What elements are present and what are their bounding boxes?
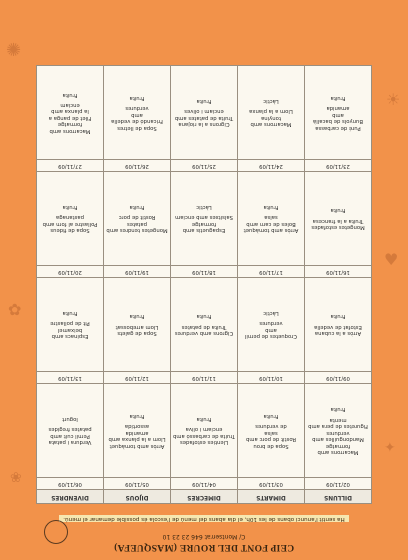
dessert-text: Fruita (129, 412, 145, 419)
meal-cell (37, 172, 104, 266)
date-cell: 10/11/09 (238, 372, 305, 384)
meal-cell (305, 384, 372, 478)
meal-row (37, 384, 372, 478)
meal-text: Puré de carbassa Bunyols de bacallà amb amanida (313, 105, 363, 131)
decor-star-icon: ✺ (6, 40, 22, 61)
meal-row (37, 172, 372, 266)
meal-cell (171, 66, 238, 160)
meal-cell (104, 66, 171, 160)
decor-heart-icon: ♥ (384, 250, 399, 269)
weekday-header: DIMARTS (238, 490, 305, 504)
meal-row (37, 66, 372, 160)
dessert-text: Fruita (62, 310, 78, 317)
meal-row (37, 278, 372, 372)
date-cell: 25/11/09 (171, 160, 238, 172)
meal-text: Sopa de galets Llom arrebossat (115, 323, 159, 337)
date-row (37, 372, 372, 384)
dessert-text: Làctic (263, 98, 279, 105)
dessert-text: Làctic (263, 310, 279, 317)
date-cell: 13/11/09 (37, 372, 104, 384)
meal-cell (104, 172, 171, 266)
dessert-text: Fruita (129, 94, 145, 101)
meal-text: Espinacs amb beixamel Pit de pollastre (50, 320, 90, 340)
date-cell: 16/11/09 (305, 266, 372, 278)
meal-text: Sopa de fideus Pollastre al forn amb pastanaga (42, 214, 98, 234)
meal-cell (104, 384, 171, 478)
dessert-text: Fruita (62, 204, 78, 211)
meal-text: Croquetes de pernil amb verdures (244, 320, 298, 340)
menu-body (37, 66, 372, 490)
menu-header (36, 506, 372, 554)
meal-text: Sopa de lletres Fricandó de vedella amb verdures (111, 105, 163, 131)
date-row (37, 266, 372, 278)
dessert-text: Fruita (196, 98, 212, 105)
meal-cell (37, 278, 104, 372)
decor-star-icon: ✦ (384, 440, 396, 456)
meal-text: Arròs amb tomàquet Boles de carn amb salsa (243, 214, 299, 234)
dessert-text: Fruita (330, 94, 346, 101)
meal-cell (238, 66, 305, 160)
date-row (37, 160, 372, 172)
school-name: CEIP FONT DEL ROURE (MASQUEFA) (113, 542, 295, 552)
dessert-text: Fruita (129, 313, 145, 320)
meal-text: Cigrons a la riojana Truita de patates amb enciam i olives (174, 108, 234, 128)
date-cell: 05/11/09 (104, 478, 171, 490)
meal-text: Cigrons amb verdures Truita de patates (174, 323, 234, 337)
dessert-text: Fruita (196, 313, 212, 320)
date-cell: 19/11/09 (104, 266, 171, 278)
decor-sun-icon: ☀ (386, 90, 401, 109)
dessert-text: Iogurt (62, 416, 78, 423)
weekday-header: DILLUNS (305, 490, 372, 504)
school-logo-icon (44, 520, 68, 544)
weekday-header: DIJOUS (104, 490, 171, 504)
dessert-text: Fruita (330, 406, 346, 413)
meal-text: Mongetes estofades Truita a la francesa (311, 217, 365, 231)
date-cell: 20/11/09 (37, 266, 104, 278)
meal-cell (305, 172, 372, 266)
date-cell: 18/11/09 (171, 266, 238, 278)
date-cell: 11/11/09 (171, 372, 238, 384)
date-cell: 06/11/09 (37, 478, 104, 490)
dessert-text: Fruita (129, 204, 145, 211)
date-cell: 12/11/09 (104, 372, 171, 384)
meal-cell (305, 278, 372, 372)
date-cell: 17/11/09 (238, 266, 305, 278)
dessert-text: Fruita (62, 91, 78, 98)
meal-cell (238, 384, 305, 478)
dessert-text: Fruita (263, 412, 279, 419)
meal-cell (104, 278, 171, 372)
meal-cell (171, 172, 238, 266)
dessert-text: Fruita (330, 207, 346, 214)
meal-text: Verdura i patata Pernil cuit amb patates fregides (48, 426, 92, 446)
weekday-header: DIVENDRES (37, 490, 104, 504)
date-cell: 24/11/09 (238, 160, 305, 172)
meal-cell (305, 66, 372, 160)
meal-cell (238, 278, 305, 372)
dessert-text: Làctic (196, 204, 212, 211)
meal-text: Llenties estofades Truita de carbassó amb enciam i oliva (173, 426, 235, 446)
meal-text: Macarrons amb formatge Mandonguilles amb verdures Figuretes de pera amb menta (308, 416, 368, 455)
date-cell: 26/11/09 (104, 160, 171, 172)
menu-table (36, 65, 372, 504)
date-row (37, 478, 372, 490)
date-cell: 03/11/09 (238, 478, 305, 490)
meal-text: Arròs amb tomàquet Llom a la planxa amb amanida assortida (108, 423, 166, 449)
meal-cell (171, 278, 238, 372)
decor-flower-icon: ❀ (10, 470, 22, 486)
date-cell: 09/11/09 (305, 372, 372, 384)
dessert-text: Fruita (263, 204, 279, 211)
decor-flower-icon: ✿ (8, 300, 22, 319)
meal-text: Arròs a la cubana Estofat de vedella (314, 323, 362, 337)
meal-text: Mongetes tendres amb patates Rostit de porc (106, 214, 168, 234)
meal-cell (238, 172, 305, 266)
menu-note: Ha sentit l'anunci obans de les 10h, el dia abans del menú de l'escola és possible demanar el menú. (59, 515, 348, 522)
meal-text: Macarrons amb tonyina Llom a la planxa (249, 108, 293, 128)
date-cell: 23/11/09 (305, 160, 372, 172)
date-cell: 02/11/09 (305, 478, 372, 490)
weekday-header-row (37, 490, 372, 504)
date-cell: 04/11/09 (171, 478, 238, 490)
dessert-text: Fruita (330, 313, 346, 320)
meal-text: Espaguetis amb formatge Salsitxes amb enciam (175, 214, 233, 234)
weekday-header: DIMECRES (171, 490, 238, 504)
meal-text: Sopa de brou Rostit de porc amb salsa de verdures (245, 423, 297, 449)
meal-text: Macarrons amb formatge Filet de panga a la planxa amb enciam (48, 102, 92, 134)
date-cell: 27/11/09 (37, 160, 104, 172)
meal-cell (37, 66, 104, 160)
meal-cell (171, 384, 238, 478)
meal-cell (37, 384, 104, 478)
school-address: C/ Montserrat 646 23 23 10 (162, 533, 246, 540)
dessert-text: Fruita (196, 416, 212, 423)
